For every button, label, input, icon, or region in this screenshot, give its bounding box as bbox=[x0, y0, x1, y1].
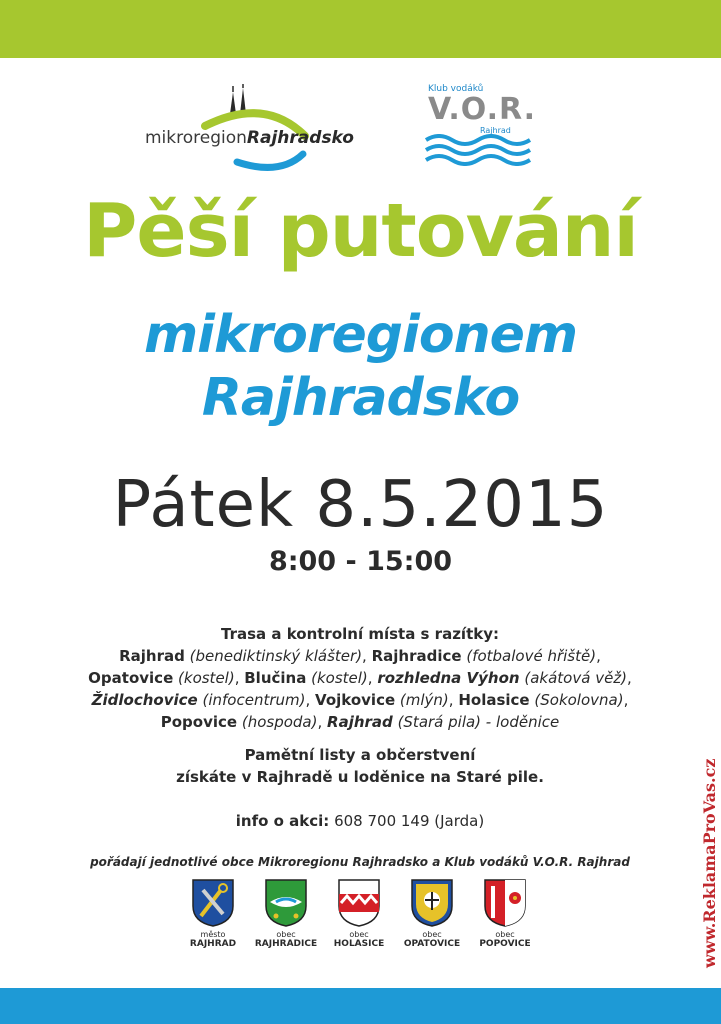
crest-name: RAJHRAD bbox=[189, 939, 237, 949]
stop-name: Rajhrad bbox=[327, 713, 393, 731]
info-label: info o akci: bbox=[235, 812, 330, 830]
stop-place: (kostel) bbox=[311, 669, 368, 687]
vor-logo bbox=[420, 84, 535, 169]
route-line-2: Opatovice (kostel), Blučina (kostel), rozhledna Výhon (akátová věž), bbox=[88, 669, 632, 687]
event-time: 8:00 - 15:00 bbox=[268, 546, 453, 577]
contact-info bbox=[40, 812, 680, 830]
stop-name: Holasice bbox=[458, 691, 530, 709]
waves-icon bbox=[424, 134, 534, 166]
crest-type: obec bbox=[349, 930, 369, 939]
stop-place: (fotbalové hřiště) bbox=[466, 647, 597, 665]
route-line-4: Popovice (hospoda), Rajhrad (Stará pila) - loděnice bbox=[160, 713, 560, 731]
stop-name: Blučina bbox=[244, 669, 307, 687]
stop-name: rozhledna Výhon bbox=[377, 669, 520, 687]
side-url[interactable]: www.ReklamaProVas.cz bbox=[700, 758, 719, 968]
logo-prefix: mikroregion bbox=[145, 128, 247, 148]
crest-type: obec bbox=[422, 930, 442, 939]
route-line-1: Rajhrad (benediktinský klášter), Rajhradice (fotbalové hřiště), bbox=[119, 647, 601, 665]
crest-name: OPATOVICE bbox=[403, 939, 461, 949]
crest-name: POPOVICE bbox=[479, 939, 531, 949]
stop-place: (Stará pila) - loděnice bbox=[397, 713, 560, 731]
stop-name: Opatovice bbox=[88, 669, 174, 687]
refreshment-line-2: získáte v Rajhradě u loděnice na Staré pile. bbox=[176, 768, 544, 786]
crest-holasice bbox=[324, 878, 394, 949]
municipality-crests bbox=[178, 878, 548, 958]
stop-name: Rajhrad bbox=[119, 647, 185, 665]
crest-type: obec bbox=[276, 930, 296, 939]
stop-name: Rajhradice bbox=[371, 647, 462, 665]
crest-type: město bbox=[200, 930, 226, 939]
holasice-crest-icon bbox=[337, 878, 381, 928]
crest-name: HOLASICE bbox=[333, 939, 385, 949]
logo-name: Rajhradsko bbox=[246, 128, 354, 148]
title-line-3: Rajhradsko bbox=[201, 368, 520, 428]
vor-logo-small: Klub vodáků bbox=[428, 84, 484, 94]
vor-logo-place: Rajhrad bbox=[480, 126, 511, 135]
info-phone: 608 700 149 (Jarda) bbox=[334, 812, 485, 830]
route-line-3: Židlochovice (infocentrum), Vojkovice (mlýn), Holasice (Sokolovna), bbox=[91, 691, 629, 709]
mikroregion-logo bbox=[145, 84, 380, 179]
stop-name: Židlochovice bbox=[91, 691, 198, 709]
refreshment-line-1: Pamětní listy a občerstvení bbox=[244, 746, 476, 764]
bottom-blue-bar bbox=[0, 988, 721, 1024]
rajhrad-crest-icon bbox=[191, 878, 235, 928]
stop-place: (infocentrum) bbox=[202, 691, 306, 709]
stop-place: (hospoda) bbox=[241, 713, 318, 731]
popovice-crest-icon bbox=[483, 878, 527, 928]
stop-place: (Sokolovna) bbox=[534, 691, 624, 709]
title-line-1: Pěší putování bbox=[83, 188, 638, 274]
crest-name: RAJHRADICE bbox=[254, 939, 318, 949]
crest-popovice bbox=[470, 878, 540, 949]
crest-opatovice bbox=[397, 878, 467, 949]
vor-logo-big: V.O.R. bbox=[428, 92, 537, 127]
crest-type: obec bbox=[495, 930, 515, 939]
event-date: Pátek 8.5.2015 bbox=[112, 468, 609, 542]
stop-place: (mlýn) bbox=[399, 691, 449, 709]
route-heading: Trasa a kontrolní místa s razítky: bbox=[220, 625, 499, 643]
top-green-bar bbox=[0, 0, 721, 58]
route-section bbox=[40, 623, 680, 733]
title-line-2: mikroregionem bbox=[143, 305, 578, 365]
stop-place: (kostel) bbox=[178, 669, 235, 687]
stop-name: Popovice bbox=[160, 713, 238, 731]
crest-rajhrad bbox=[178, 878, 248, 949]
rajhradice-crest-icon bbox=[264, 878, 308, 928]
side-advert bbox=[674, 740, 719, 980]
crest-rajhradice bbox=[251, 878, 321, 949]
opatovice-crest-icon bbox=[410, 878, 454, 928]
stop-place: (akátová věž) bbox=[524, 669, 628, 687]
refreshment-note bbox=[40, 744, 680, 788]
stop-place: (benediktinský klášter) bbox=[189, 647, 363, 665]
organizers-line: pořádají jednotlivé obce Mikroregionu Rajhradsko a Klub vodáků V.O.R. Rajhrad bbox=[90, 855, 630, 869]
stop-name: Vojkovice bbox=[315, 691, 396, 709]
